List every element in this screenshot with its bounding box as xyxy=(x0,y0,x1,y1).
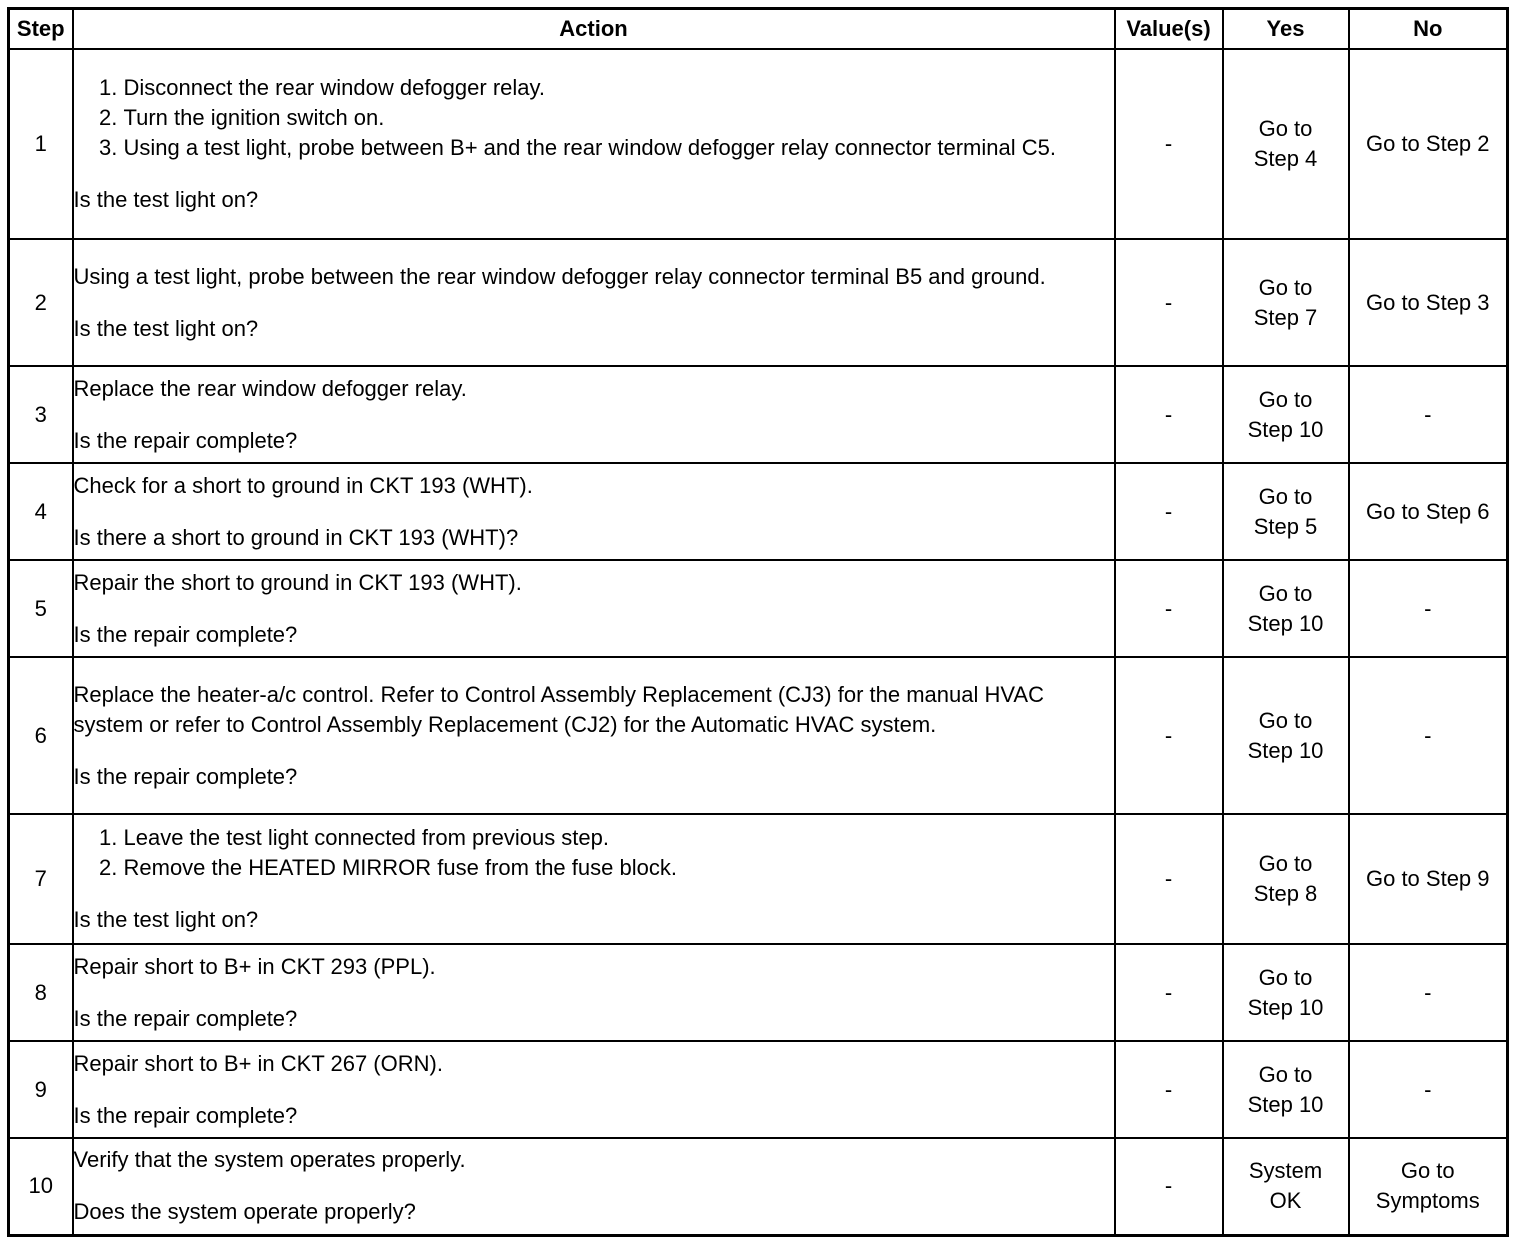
no-cell xyxy=(1349,49,1508,239)
action-instruction: Repair short to B+ in CKT 267 (ORN). xyxy=(73,1050,443,1076)
header-action: Action xyxy=(73,9,1115,50)
yes-cell xyxy=(1223,49,1349,239)
action-instruction: Verify that the system operates properly. xyxy=(73,1147,466,1173)
no-result-line: - xyxy=(1424,595,1432,621)
action-question: Is there a short to ground in CKT 193 (WHT)? xyxy=(73,524,519,550)
action-cell xyxy=(73,239,1115,366)
step-number: 8 xyxy=(9,944,73,1041)
action-cell xyxy=(73,463,1115,560)
yes-result-line: Step 10 xyxy=(1247,610,1324,636)
action-question: Is the repair complete? xyxy=(73,1102,298,1128)
yes-result-line: Step 7 xyxy=(1253,304,1318,330)
no-cell xyxy=(1349,944,1508,1041)
action-steps-list xyxy=(74,823,1114,883)
table-row xyxy=(9,366,1508,463)
value-cell: - xyxy=(1115,366,1223,463)
no-result-line: Go to Step 6 xyxy=(1365,498,1490,524)
yes-result-line: Step 5 xyxy=(1253,513,1318,539)
action-cell xyxy=(73,560,1115,657)
yes-result-line: Step 10 xyxy=(1247,737,1324,763)
action-question: Is the test light on? xyxy=(73,315,259,341)
action-instruction: Check for a short to ground in CKT 193 (WHT). xyxy=(73,472,533,498)
step-number: 10 xyxy=(9,1138,73,1235)
yes-result-line: System xyxy=(1248,1158,1323,1184)
table-row xyxy=(9,463,1508,560)
yes-result-line: Step 10 xyxy=(1247,1091,1324,1117)
table-row xyxy=(9,49,1508,239)
yes-result-line: Go to xyxy=(1258,580,1313,606)
yes-result-line: Step 8 xyxy=(1253,881,1318,906)
yes-result-line: Go to xyxy=(1258,1061,1313,1087)
value-cell: - xyxy=(1115,49,1223,239)
header-values: Value(s) xyxy=(1115,9,1223,50)
no-cell xyxy=(1349,560,1508,657)
step-number: 2 xyxy=(9,239,73,366)
no-result-line: Go to Step 3 xyxy=(1365,289,1490,315)
action-instruction: Repair short to B+ in CKT 293 (PPL). xyxy=(73,953,436,979)
no-result-line: Go to Step 9 xyxy=(1365,866,1490,891)
action-question: Is the test light on? xyxy=(73,907,259,932)
table-row xyxy=(9,944,1508,1041)
no-cell xyxy=(1349,366,1508,463)
yes-cell xyxy=(1223,1041,1349,1138)
action-question: Is the test light on? xyxy=(73,187,259,212)
header-yes: Yes xyxy=(1223,9,1349,50)
action-cell xyxy=(73,366,1115,463)
yes-cell xyxy=(1223,657,1349,814)
action-step-item: 2. Remove the HEATED MIRROR fuse from the fuse block. xyxy=(124,853,1114,883)
action-cell xyxy=(73,814,1115,944)
step-number: 5 xyxy=(9,560,73,657)
value-cell: - xyxy=(1115,657,1223,814)
action-step-item: 1. Disconnect the rear window defogger relay. xyxy=(124,73,1114,103)
yes-cell xyxy=(1223,1138,1349,1235)
action-step-item: 1. Leave the test light connected from previous step. xyxy=(124,823,1114,853)
no-cell xyxy=(1349,1041,1508,1138)
value-cell: - xyxy=(1115,463,1223,560)
header-no: No xyxy=(1349,9,1508,50)
action-cell xyxy=(73,49,1115,239)
no-result-line: - xyxy=(1424,722,1432,748)
step-number: 9 xyxy=(9,1041,73,1138)
action-instruction: Replace the rear window defogger relay. xyxy=(73,375,467,401)
yes-result-line: Go to xyxy=(1258,274,1313,300)
table-row xyxy=(9,1041,1508,1138)
yes-result-line: Go to xyxy=(1258,483,1313,509)
action-cell xyxy=(73,657,1115,814)
table-row xyxy=(9,814,1508,944)
yes-cell xyxy=(1223,366,1349,463)
action-instruction: Replace the heater-a/c control. Refer to Control Assembly Replacement (CJ3) for the manual HVAC system or refer to Control Assembly Replacement (CJ2) for the Automatic HVAC system. xyxy=(73,681,1044,737)
table-row xyxy=(9,657,1508,814)
action-steps-list xyxy=(74,73,1114,163)
no-result-line: - xyxy=(1424,979,1432,1005)
yes-cell xyxy=(1223,560,1349,657)
action-question: Is the repair complete? xyxy=(73,427,298,453)
no-result-line: Go to xyxy=(1400,1158,1455,1184)
header-step: Step xyxy=(9,9,73,50)
no-result-line: - xyxy=(1424,401,1432,427)
value-cell: - xyxy=(1115,1138,1223,1235)
no-cell xyxy=(1349,1138,1508,1235)
step-number: 3 xyxy=(9,366,73,463)
no-cell xyxy=(1349,814,1508,944)
yes-result-line: OK xyxy=(1269,1188,1302,1214)
action-instruction: Using a test light, probe between the rear window defogger relay connector terminal B5 and ground. xyxy=(73,263,1046,289)
yes-result-line: Go to xyxy=(1258,386,1313,412)
yes-result-line: Step 4 xyxy=(1253,146,1318,171)
action-question: Does the system operate properly? xyxy=(73,1199,416,1225)
no-cell xyxy=(1349,657,1508,814)
yes-result-line: Go to xyxy=(1258,116,1313,141)
value-cell: - xyxy=(1115,239,1223,366)
diagnostic-table xyxy=(7,7,1509,1237)
step-number: 6 xyxy=(9,657,73,814)
table-row xyxy=(9,239,1508,366)
value-cell: - xyxy=(1115,944,1223,1041)
value-cell: - xyxy=(1115,1041,1223,1138)
yes-result-line: Go to xyxy=(1258,851,1313,876)
action-step-item: 2. Turn the ignition switch on. xyxy=(124,103,1114,133)
yes-result-line: Step 10 xyxy=(1247,416,1324,442)
action-cell xyxy=(73,1138,1115,1235)
step-number: 1 xyxy=(9,49,73,239)
no-result-line: Symptoms xyxy=(1375,1188,1480,1214)
action-question: Is the repair complete? xyxy=(73,1005,298,1031)
action-step-item: 3. Using a test light, probe between B+ and the rear window defogger relay connector terminal C5. xyxy=(124,133,1114,163)
yes-cell xyxy=(1223,463,1349,560)
header-row xyxy=(9,9,1508,50)
step-number: 4 xyxy=(9,463,73,560)
action-cell xyxy=(73,1041,1115,1138)
value-cell: - xyxy=(1115,560,1223,657)
yes-result-line: Go to xyxy=(1258,707,1313,733)
yes-result-line: Step 10 xyxy=(1247,994,1324,1020)
yes-cell xyxy=(1223,814,1349,944)
table-row xyxy=(9,560,1508,657)
no-cell xyxy=(1349,463,1508,560)
no-result-line: - xyxy=(1424,1076,1432,1102)
yes-cell xyxy=(1223,944,1349,1041)
action-instruction: Repair the short to ground in CKT 193 (WHT). xyxy=(73,569,522,595)
table-row xyxy=(9,1138,1508,1235)
value-cell: - xyxy=(1115,814,1223,944)
action-cell xyxy=(73,944,1115,1041)
no-cell xyxy=(1349,239,1508,366)
no-result-line: Go to Step 2 xyxy=(1365,131,1490,156)
action-question: Is the repair complete? xyxy=(73,621,298,647)
yes-cell xyxy=(1223,239,1349,366)
yes-result-line: Go to xyxy=(1258,964,1313,990)
step-number: 7 xyxy=(9,814,73,944)
action-question: Is the repair complete? xyxy=(73,763,298,789)
